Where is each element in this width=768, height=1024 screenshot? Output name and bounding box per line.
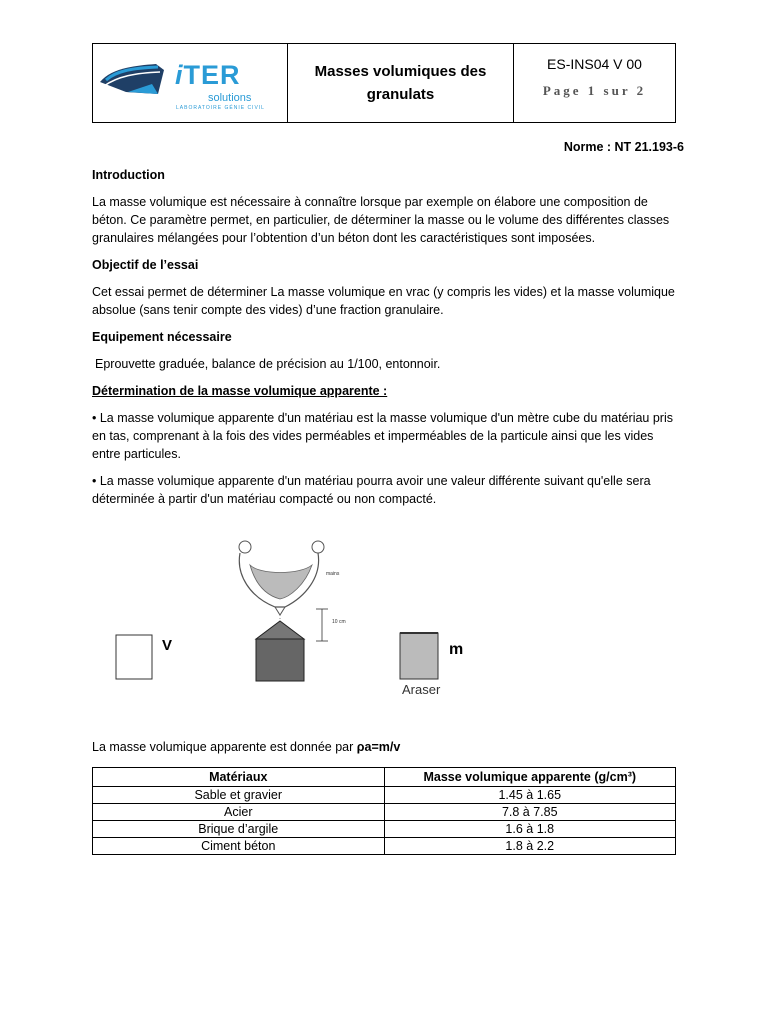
table-row (93, 821, 676, 838)
column-header-materiaux: Matériaux (93, 768, 385, 787)
table-cell: Ciment béton (93, 838, 385, 855)
document-title: Masses volumiques des granulats (288, 44, 514, 122)
table-row (93, 838, 676, 855)
label-m: m (449, 641, 464, 658)
label-height: 10 cm (332, 619, 346, 625)
logo-icon (98, 56, 170, 105)
logo-subtitle: solutions (208, 92, 252, 104)
table-cell: 1.6 à 1.8 (384, 821, 676, 838)
logo-cell (93, 44, 288, 122)
equipement-heading: Equipement nécessaire (92, 330, 232, 344)
intro-text: La masse volumique est nécessaire à connaître lorsque par exemple on élabore une composition de béton. Ce paramètre permet, en particulier, de déterminer la masse ou le volume des différentes classes granulaires mélangées pour l’obtention d’un béton dont les caractéristiques sont imposées. (92, 195, 670, 245)
equipement-text: Eprouvette graduée, balance de précision au 1/100, entonnoir. (95, 357, 441, 371)
determination-heading: Détermination de la masse volumique apparente : (92, 384, 388, 398)
logo-wordmark: iTER (175, 60, 241, 90)
table-header-row (93, 768, 676, 787)
table-row (93, 804, 676, 821)
table-cell: 1.8 à 2.2 (384, 838, 676, 855)
document-header (92, 43, 676, 123)
formula-line (92, 738, 682, 756)
column-header-masse: Masse volumique apparente (g/cm³) (384, 768, 676, 787)
label-v: V (162, 637, 173, 654)
table-row (93, 787, 676, 804)
label-araser: Araser (402, 682, 441, 697)
bullet-2: • La masse volumique apparente d'un matériau pourra avoir une valeur différente suivant qu'elle sera déterminée à partir d'un matériau compacté ou non compacté. (92, 474, 651, 506)
document-code: ES-INS04 V 00 (547, 56, 642, 72)
objectif-heading: Objectif de l’essai (92, 258, 199, 272)
intro-heading: Introduction (92, 168, 165, 182)
table-cell: 7.8 à 7.85 (384, 804, 676, 821)
formula-prefix: La masse volumique apparente est donnée par (92, 740, 357, 754)
formula: ρa=m/v (356, 740, 401, 754)
table-cell: Brique d’argile (93, 821, 385, 838)
table-cell: 1.45 à 1.65 (384, 787, 676, 804)
test-figure (100, 535, 480, 705)
objectif-text: Cet essai permet de déterminer La masse volumique en vrac (y compris les vides) et la masse volumique absolue (sans tenir compte des vides) d’une fraction granulaire. (92, 285, 675, 317)
density-table (92, 767, 676, 855)
table-cell: Sable et gravier (93, 787, 385, 804)
procedure-illustration (100, 535, 480, 705)
label-mains: mains (326, 571, 340, 577)
reference-cell (514, 44, 675, 122)
bullet-1: • La masse volumique apparente d'un matériau est la masse volumique d'un mètre cube du matériau pris en tas, comprenant à la fois des vides perméables et imperméables de la particule ainsi que les vides entre particules. (92, 411, 673, 461)
norme-reference: Norme : NT 21.193-6 (563, 140, 684, 154)
logo-lab: LABORATOIRE GÉNIE CIVIL (176, 105, 265, 111)
table-cell: Acier (93, 804, 385, 821)
page-number: Page 1 sur 2 (542, 83, 647, 98)
